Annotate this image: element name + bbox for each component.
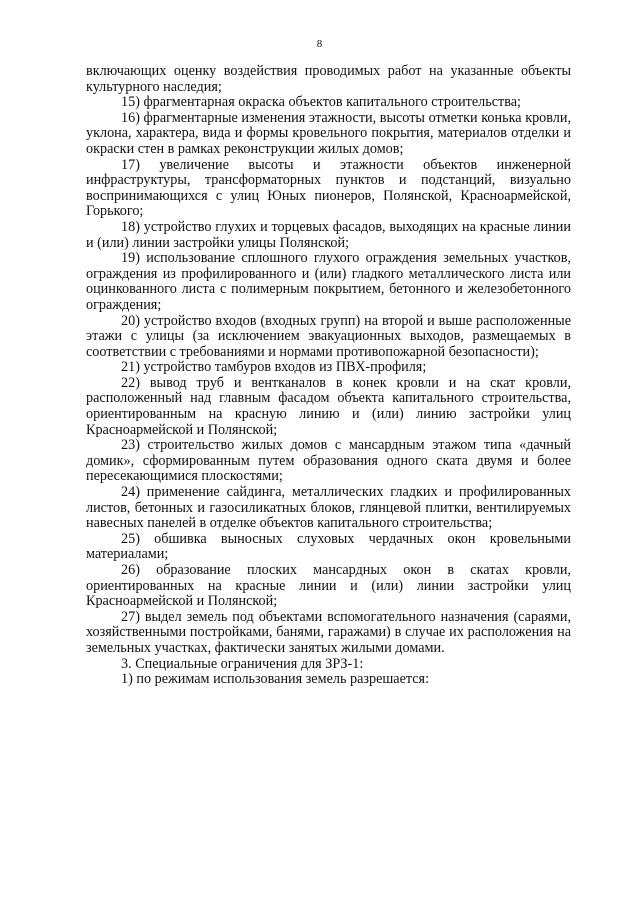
list-item-27: 27) выдел земель под объектами вспомогательного назначения (сараями, хозяйственными постройками, банями, гаражами) в случае их расположения на земельных участках, фактически занятых жилыми домами. [86, 608, 571, 656]
list-item-19: 19) использование сплошного глухого ограждения земельных участков, ограждения из профилированного и (или) гладкого металлического листа или оцинкованного листа с полимерным покрытием, бетонного и железобетонного ограждения; [86, 250, 571, 313]
list-item-26: 26) образование плоских мансардных окон в скатах кровли, ориентированных на красные линии и (или) линии застройки улиц Красноармейской и Полянской; [86, 562, 571, 610]
list-item-23: 23) строительство жилых домов с мансардным этажом типа «дачный домик», сформированным путем образования одного ската двумя и более пересекающимися плоскостями; [86, 437, 571, 485]
list-item-20: 20) устройство входов (входных групп) на второй и выше расположенные этажи с улицы (за исключением эвакуационных выходов, размещаемых в соответствии с требованиями и нормами противопожарной безопасности); [86, 312, 571, 360]
list-item-16: 16) фрагментарные изменения этажности, высоты отметки конька кровли, уклона, характера, вида и формы кровельного покрытия, материалов отделки и окраски стен в рамках реконструкции жилых домов; [86, 109, 571, 157]
page-number: 8 [316, 38, 323, 50]
document-body [86, 64, 571, 688]
list-item-25: 25) обшивка выносных слуховых чердачных окон кровельными материалами; [86, 530, 571, 563]
subsection-item-1: 1) по режимам использования земель разрешается: [121, 671, 430, 688]
list-item-18: 18) устройство глухих и торцевых фасадов, выходящих на красные линии и (или) линии застройки улицы Полянской; [86, 218, 571, 251]
list-item-22: 22) вывод труб и вентканалов в конек кровли и на скат кровли, расположенный над главным фасадом объекта капитального строительства, ориентированным на красную линию и (или) линию застройки улиц Красноармейской и Полянской; [86, 374, 571, 438]
list-item-24: 24) применение сайдинга, металлических гладких и профилированных листов, бетонных и газосиликатных блоков, глянцевой плитки, вентилируемых навесных панелей в отделке объектов капитального строительства; [86, 484, 571, 532]
paragraph-continuation: включающих оценку воздействия проводимых работ на указанные объекты культурного наследия; [86, 63, 571, 95]
list-item-21: 21) устройство тамбуров входов из ПВХ-профиля; [121, 359, 427, 376]
list-item-15: 15) фрагментарная окраска объектов капитального строительства; [121, 94, 521, 111]
list-item-17: 17) увеличение высоты и этажности объектов инженерной инфраструктуры, трансформаторных пунктов и подстанций, визуально воспринимающихся с улиц Юных пионеров, Полянской, Красноармейской, Горького; [86, 156, 571, 220]
section-heading-3: 3. Специальные ограничения для ЗРЗ-1: [121, 655, 364, 672]
